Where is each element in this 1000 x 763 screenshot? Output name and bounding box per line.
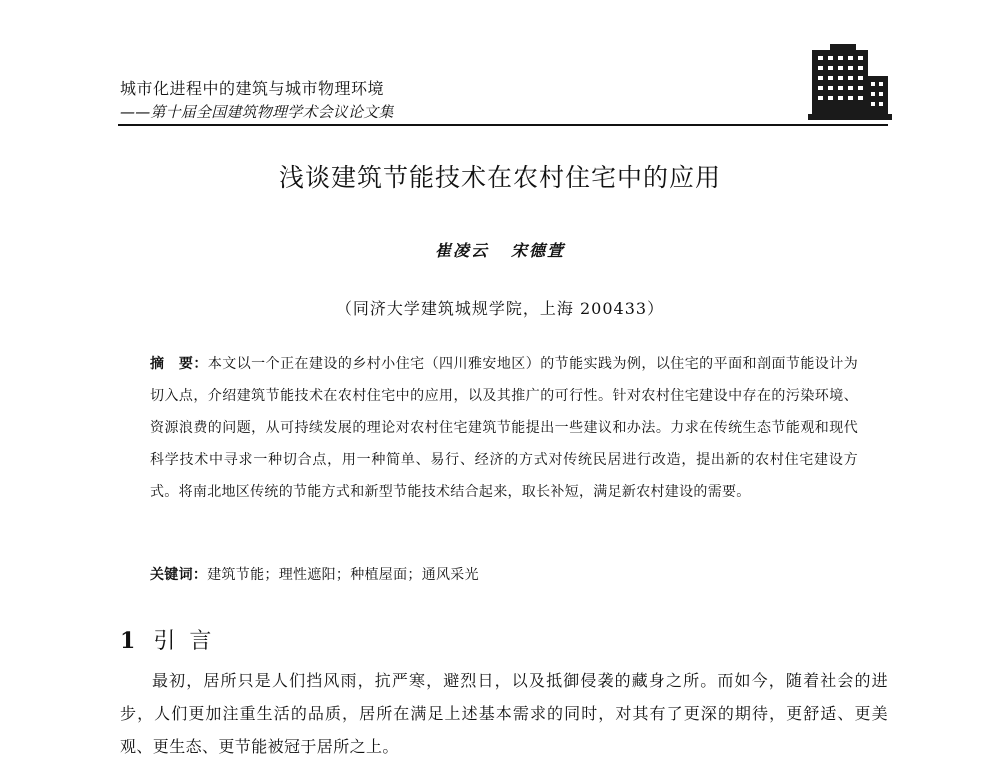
author-list [0, 238, 1000, 261]
keywords-label: 关键词： [150, 567, 208, 583]
section-heading [120, 624, 225, 655]
section-title: 引言 [153, 629, 226, 654]
abstract-text: 本文以一个正在建设的乡村小住宅（四川雅安地区）的节能实践为例，以住宅的平面和剖面节能设计为切入点，介绍建筑节能技术在农村住宅中的应用，以及其推广的可行性。针对农村住宅建设中存在的污染环境、资源浪费的问题，从可持续发展的理论对农村住宅建筑节能提出一些建议和办法。力求在传统生态节能观和现代科学技术中寻求一种切合点，用一种简单、易行、经济的方式对传统民居进行改造，提出新的农村住宅建设方式。将南北地区传统的节能方式和新型节能技术结合起来，取长补短，满足新农村建设的需要。 [150, 356, 858, 500]
paper-title: 浅谈建筑节能技术在农村住宅中的应用 [278, 163, 721, 192]
running-header-subtitle: ——第十届全国建筑物理学术会议论文集 [120, 103, 394, 121]
abstract [150, 348, 858, 508]
author-name: 崔凌云 [434, 241, 489, 260]
section-number: 1 [120, 628, 136, 654]
header-rule [118, 124, 888, 126]
running-header-title: 城市化进程中的建筑与城市物理环境 [120, 79, 385, 98]
author-name: 宋德萱 [511, 241, 566, 260]
keywords-text: 建筑节能；理性遮阳；种植屋面；通风采光 [207, 567, 479, 583]
keywords [150, 564, 479, 584]
body-paragraph: 最初，居所只是人们挡风雨，抗严寒，避烈日，以及抵御侵袭的藏身之所。而如今，随着社会的进步，人们更加注重生活的品质，居所在满足上述基本需求的同时，对其有了更深的期待，更舒适、更美观、更生态、更节能被冠于居所之上。 [120, 671, 888, 756]
abstract-label: 摘 要： [150, 356, 208, 372]
building-icon [806, 40, 892, 126]
affiliation: （同济大学建筑城规学院，上海 200433） [335, 299, 665, 318]
